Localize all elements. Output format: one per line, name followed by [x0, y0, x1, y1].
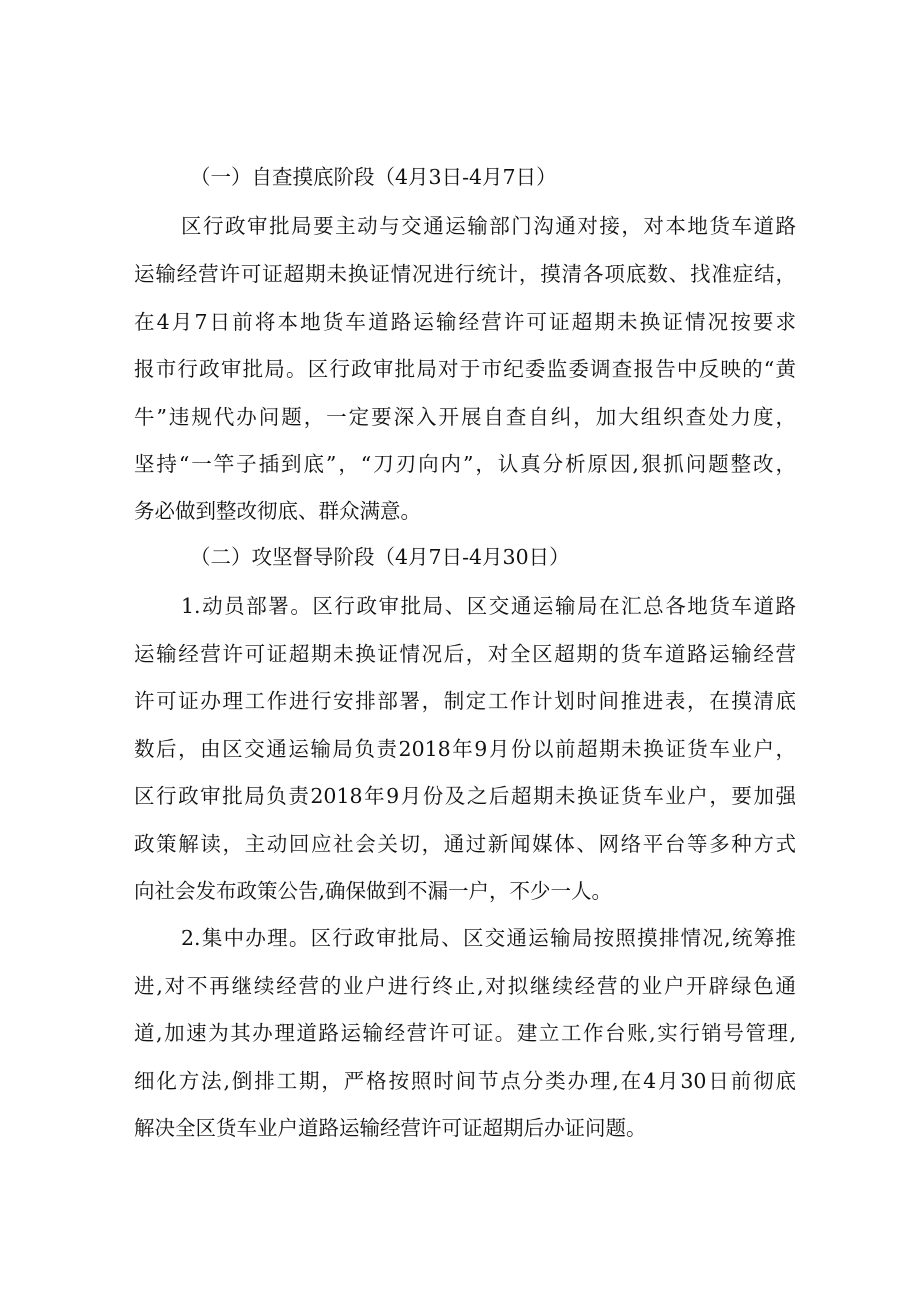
item1-line: 许可证办理工作进行安排部署，制定工作计划时间推进表，在摸清底: [134, 689, 796, 713]
section1-heading: （一）自查摸底阶段（4月3日-4月7日）: [190, 165, 557, 189]
item2-line: 2.集中办理。区行政审批局、区交通运输局按照摸排情况,统筹推: [181, 926, 796, 950]
item2-line: 解决全区货车业户道路运输经营许可证超期后办证问题。: [134, 1116, 647, 1140]
section1-line: 牛”违规代办问题，一定要深入开展自查自纠，加大组织查处力度，: [134, 405, 796, 429]
section1-line: 报市行政审批局。区行政审批局对于市纪委监委调查报告中反映的“黄: [134, 357, 796, 381]
section1-line: 坚持“一竿子插到底”，“刀刃向内”，认真分析原因,狠抓问题整改，: [134, 452, 796, 476]
item2-line: 细化方法,倒排工期，严格按照时间节点分类办理,在4月30日前彻底: [134, 1069, 796, 1093]
section1-line: 务必做到整改彻底、群众满意。: [134, 499, 421, 523]
section1-line: 运输经营许可证超期未换证情况进行统计，摸清各项底数、找准症结，: [134, 262, 796, 286]
section1-line: 区行政审批局要主动与交通运输部门沟通对接，对本地货车道路: [181, 214, 796, 238]
item1-line: 运输经营许可证超期未换证情况后，对全区超期的货车道路运输经营: [134, 642, 796, 666]
item1-line: 1.动员部署。区行政审批局、区交通运输局在汇总各地货车道路: [181, 594, 796, 618]
section2-heading: （二）攻坚督导阶段（4月7日-4月30日）: [190, 545, 570, 569]
section1-line: 在4月7日前将本地货车道路运输经营许可证超期未换证情况按要求: [134, 310, 796, 334]
item1-line: 政策解读，主动回应社会关切，通过新闻媒体、网络平台等多种方式: [134, 832, 796, 856]
item2-line: 道,加速为其办理道路运输经营许可证。建立工作台账,实行销号管理,: [134, 1021, 796, 1045]
item1-line: 区行政审批局负责2018年9月份及之后超期未换证货车业户，要加强: [134, 784, 796, 808]
item1-line: 数后，由区交通运输局负责2018年9月份以前超期未换证货车业户，: [134, 737, 796, 761]
item1-line: 向社会发布政策公告,确保做到不漏一户，不少一人。: [134, 879, 613, 903]
item2-line: 进,对不再继续经营的业户进行终止,对拟继续经营的业户开辟绿色通: [134, 974, 796, 998]
